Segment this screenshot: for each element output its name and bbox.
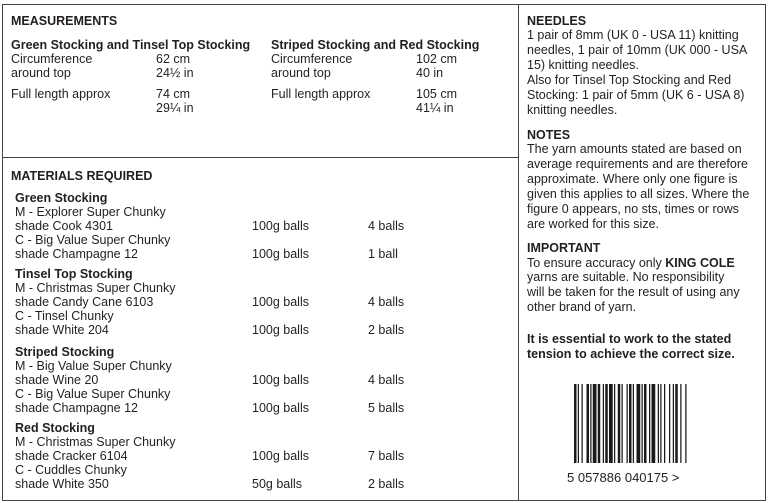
g2-length-label: Full length approx xyxy=(271,87,371,101)
tinsel-contrast-yarn: C - Tinsel Chunky xyxy=(15,309,114,323)
g2-circ-cm: 102 cm xyxy=(416,52,457,66)
striped-contrast-ball-size: 100g balls xyxy=(252,401,309,415)
g1-circ-in: 24½ in xyxy=(156,66,194,80)
green-main-shade: shade Cook 4301 xyxy=(15,219,113,233)
g2-length-cm: 105 cm xyxy=(416,87,457,101)
red-stocking-title: Red Stocking xyxy=(15,421,95,435)
important-body: yarns are suitable. No responsibility will be taken for the result of using any other brand of yarn. xyxy=(527,270,740,314)
striped-contrast-shade: shade Champagne 12 xyxy=(15,401,139,415)
green-contrast-qty: 1 ball xyxy=(368,247,398,261)
measurements-group2-title: Striped Stocking and Red Stocking xyxy=(271,38,480,52)
important-line1 xyxy=(527,256,735,270)
green-contrast-ball-size: 100g balls xyxy=(252,247,309,261)
tinsel-contrast-qty: 2 balls xyxy=(368,323,405,337)
red-contrast-qty: 2 balls xyxy=(368,477,405,491)
striped-main-ball-size: 100g balls xyxy=(252,373,309,387)
tinsel-main-yarn: M - Christmas Super Chunky xyxy=(15,281,176,295)
striped-main-yarn: M - Big Value Super Chunky xyxy=(15,359,172,373)
g1-length-in: 29¼ in xyxy=(156,101,194,115)
red-contrast-shade: shade White 350 xyxy=(15,477,109,491)
tinsel-main-shade: shade Candy Cane 6103 xyxy=(15,295,154,309)
green-main-ball-size: 100g balls xyxy=(252,219,309,233)
striped-stocking-title: Striped Stocking xyxy=(15,345,115,359)
striped-main-qty: 4 balls xyxy=(368,373,405,387)
red-main-shade: shade Cracker 6104 xyxy=(15,449,128,463)
striped-contrast-qty: 5 balls xyxy=(368,401,405,415)
green-contrast-yarn: C - Big Value Super Chunky xyxy=(15,233,171,247)
section-divider xyxy=(2,157,519,158)
red-contrast-yarn: C - Cuddles Chunky xyxy=(15,463,127,477)
important-line1-text: To ensure accuracy only xyxy=(527,256,666,270)
red-contrast-ball-size: 50g balls xyxy=(252,477,303,491)
g1-circ-label2: around top xyxy=(11,66,71,80)
needles-body: 1 pair of 8mm (UK 0 - USA 11) knitting needles, 1 pair of 10mm (UK 000 - USA 15) knitting needles. Also for Tinsel Top Stocking and Red Stocking: 1 pair of 5mm (UK 6 - USA 8) knitting needles. xyxy=(527,28,748,117)
barcode-number: 5 057886 040175 > xyxy=(567,470,680,485)
notes-body: The yarn amounts stated are based on average requirements and are therefore approximate. Where only one figure is given this applies to all sizes. Where the figure 0 appears, no sts, times or rows are worked for this size. xyxy=(527,142,750,231)
tinsel-stocking-title: Tinsel Top Stocking xyxy=(15,267,133,281)
g1-length-cm: 74 cm xyxy=(156,87,191,101)
g2-circ-label2: around top xyxy=(271,66,331,80)
green-main-yarn: M - Explorer Super Chunky xyxy=(15,205,166,219)
red-main-yarn: M - Christmas Super Chunky xyxy=(15,435,176,449)
striped-main-shade: shade Wine 20 xyxy=(15,373,99,387)
green-main-qty: 4 balls xyxy=(368,219,405,233)
striped-contrast-yarn: C - Big Value Super Chunky xyxy=(15,387,171,401)
tinsel-main-qty: 4 balls xyxy=(368,295,405,309)
g1-length-label: Full length approx xyxy=(11,87,111,101)
column-divider xyxy=(518,4,519,501)
materials-heading: MATERIALS REQUIRED xyxy=(11,169,153,183)
tension-note: It is essential to work to the stated tension to achieve the correct size. xyxy=(527,332,735,361)
green-contrast-shade: shade Champagne 12 xyxy=(15,247,139,261)
g2-circ-label: Circumference xyxy=(271,52,353,66)
tinsel-main-ball-size: 100g balls xyxy=(252,295,309,309)
brand-name: KING COLE xyxy=(665,256,735,270)
notes-heading: NOTES xyxy=(527,128,571,142)
g2-circ-in: 40 in xyxy=(416,66,444,80)
measurements-group1-title: Green Stocking and Tinsel Top Stocking xyxy=(11,38,251,52)
needles-heading: NEEDLES xyxy=(527,14,587,28)
g2-length-in: 41¼ in xyxy=(416,101,454,115)
important-heading: IMPORTANT xyxy=(527,241,601,255)
g1-circ-label: Circumference xyxy=(11,52,93,66)
measurements-heading: MEASUREMENTS xyxy=(11,14,118,28)
red-main-qty: 7 balls xyxy=(368,449,405,463)
tinsel-contrast-ball-size: 100g balls xyxy=(252,323,309,337)
green-stocking-title: Green Stocking xyxy=(15,191,108,205)
barcode-icon xyxy=(572,384,722,463)
g1-circ-cm: 62 cm xyxy=(156,52,191,66)
red-main-ball-size: 100g balls xyxy=(252,449,309,463)
tinsel-contrast-shade: shade White 204 xyxy=(15,323,109,337)
